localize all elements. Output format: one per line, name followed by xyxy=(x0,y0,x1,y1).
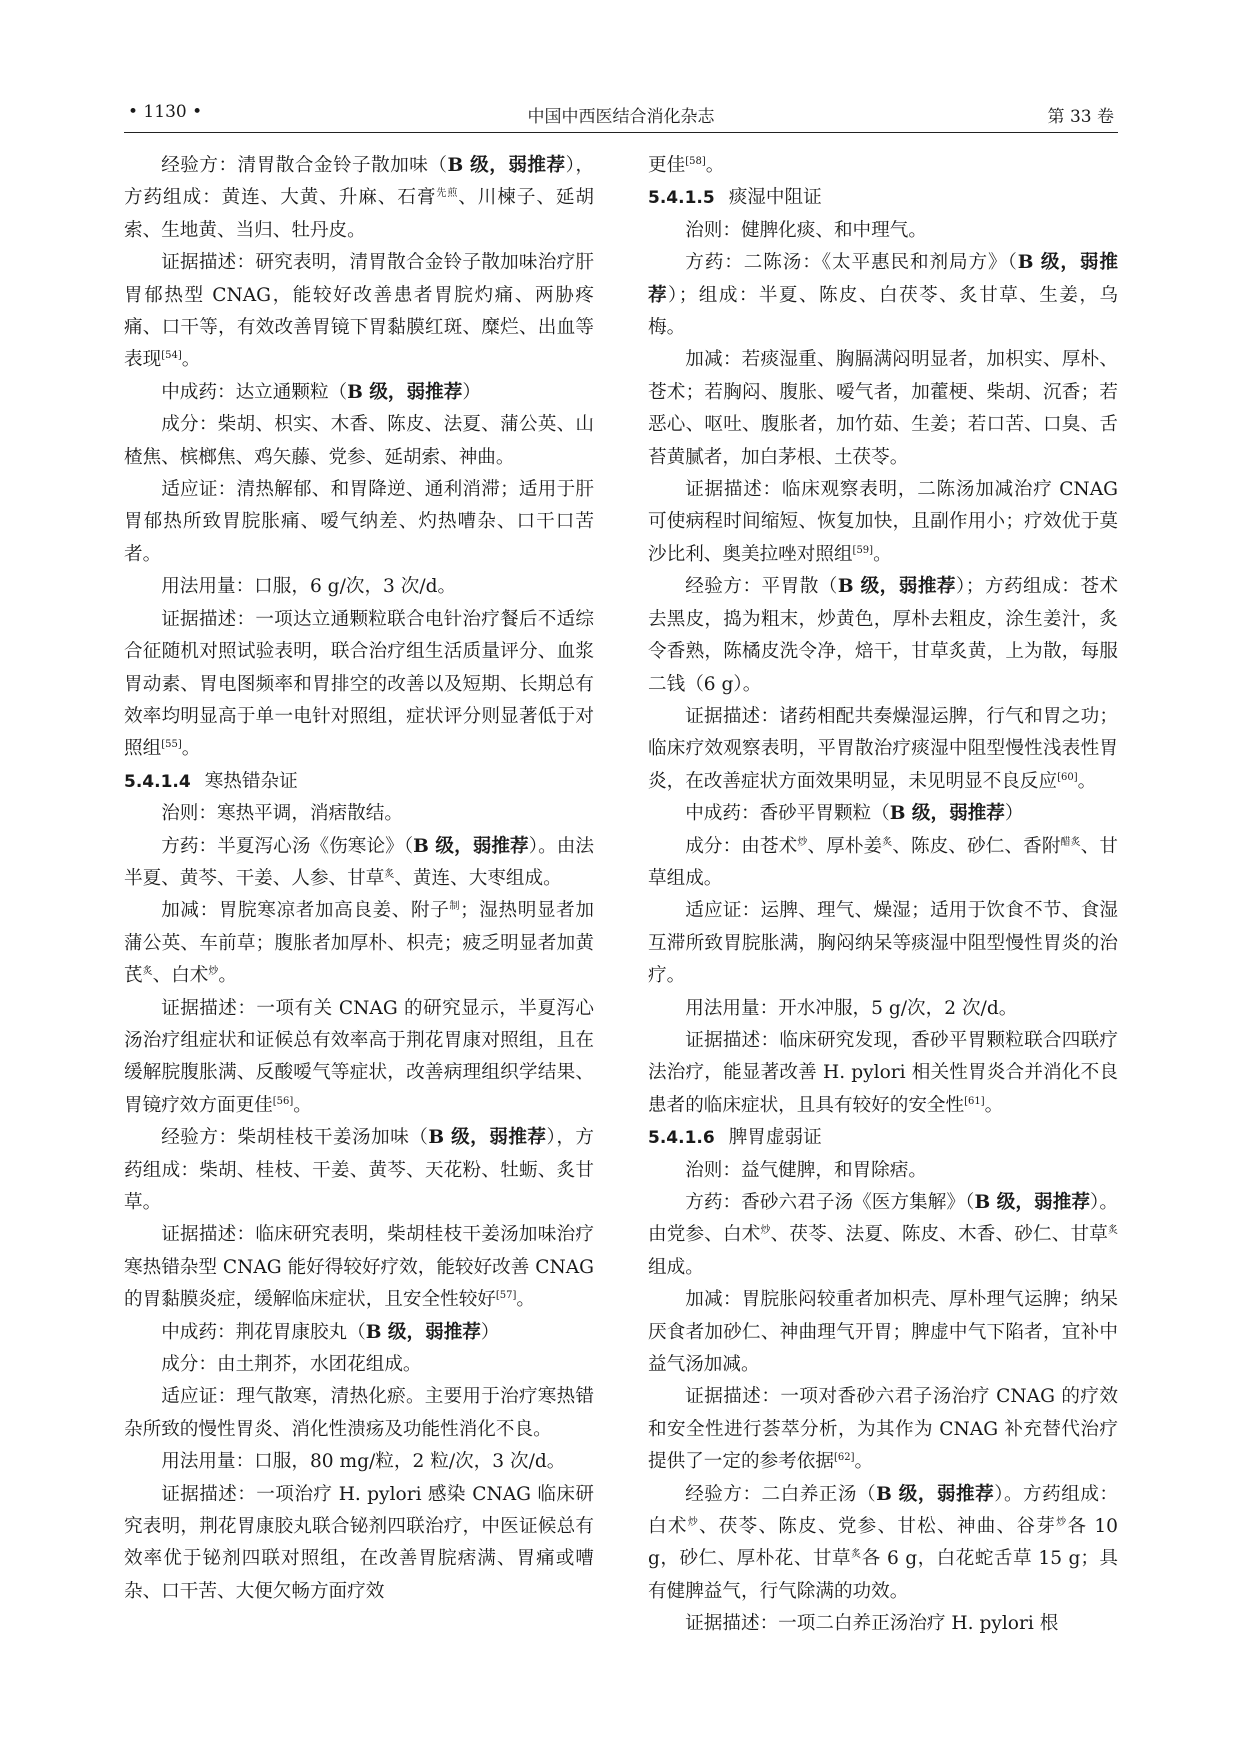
paragraph: 经验方：清胃散合金铃子散加味（B 级，弱推荐），方药组成：黄连、大黄、升麻、石膏$^{先煎}$、川楝子、延胡索、生地黄、当归、牡丹皮。 xyxy=(124,155,594,241)
paragraph: 证据描述：临床研究表明，柴胡桂枝干姜汤加味治疗寒热错杂型 CNAG 能好得较好疗效，能较好改善 CNAG 的胃黏膜炎症，缓解临床症状，且安全性较好[57]。 xyxy=(124,1224,594,1311)
recommendation-grade: B 级，弱推荐 xyxy=(876,1483,995,1505)
journal-title: 中国中西医结合消化杂志 xyxy=(527,107,715,127)
paragraph: 用法用量：口服，6 g/次，3 次/d。 xyxy=(161,576,457,598)
paragraph: 经验方：柴胡桂枝干姜汤加味（B 级，弱推荐），方药组成：柴胡、桂枝、干姜、黄芩、天花粉、牡蛎、炙甘草。 xyxy=(124,1127,594,1213)
citation: [59] xyxy=(852,544,874,556)
paragraph: 治则：寒热平调，消痞散结。 xyxy=(161,803,403,825)
paragraph: 成分：由苍术$^炒$、厚朴姜$^炙$、陈皮、砂仁、香附$^{醋炙}$、甘草组成。 xyxy=(648,835,1119,889)
recommendation-grade: B 级，弱推荐 xyxy=(413,835,529,857)
recommendation-grade: B 级，弱推荐 xyxy=(648,252,1118,306)
paragraph: 证据描述：一项对香砂六君子汤治疗 CNAG 的疗效和安全性进行荟萃分析，为其作为 CNAG 补充替代治疗提供了一定的参考依据[62]。 xyxy=(648,1386,1118,1473)
paragraph: 证据描述：一项治疗 H. pylori 感染 CNAG 临床研究表明，荆花胃康胶丸联合铋剂四联治疗，中医证候总有效率优于铋剂四联对照组，在改善胃脘痞满、胃痛或嘈杂、口干苦、大便欠畅方面疗效 xyxy=(124,1483,594,1602)
paragraph: 成分：由土荆芥，水团花组成。 xyxy=(161,1354,422,1376)
section-title: 寒热错杂证 xyxy=(204,770,298,792)
recommendation-grade: B 级，弱推荐 xyxy=(447,155,566,176)
paragraph: 证据描述：一项有关 CNAG 的研究显示，半夏泻心汤治疗组症状和证候总有效率高于荆花胃康对照组，且在缓解脘腹胀满、反酸嗳气等症状，改善病理组织学结果、胃镜疗效方面更佳[56]。 xyxy=(124,997,594,1116)
paragraph: 中成药：香砂平胃颗粒（B 级，弱推荐） xyxy=(685,803,1024,825)
recommendation-grade: B 级，弱推荐 xyxy=(974,1192,1091,1213)
paragraph: 治则：健脾化痰、和中理气。 xyxy=(685,219,927,241)
recommendation-grade: B 级，弱推荐 xyxy=(889,803,1005,825)
citation: [55] xyxy=(161,739,182,751)
citation: [57] xyxy=(495,1290,517,1302)
section-title: 脾胃虚弱证 xyxy=(728,1127,822,1149)
paragraph: 证据描述：临床观察表明，二陈汤加减治疗 CNAG 可使病程时间缩短、恢复加快，且副作用小；疗效优于莫沙比利、奥美拉唑对照组[59]。 xyxy=(648,479,1118,565)
paragraph: 证据描述：一项二白养正汤治疗 H. pylori 根 xyxy=(685,1613,1059,1635)
paragraph: 中成药：荆花胃康胶丸（B 级，弱推荐） xyxy=(161,1321,500,1343)
paragraph: 方药：二陈汤：《太平惠民和剂局方》（B 级，弱推荐）；组成：半夏、陈皮、白茯苓、炙甘草、生姜，乌梅。 xyxy=(648,252,1118,339)
volume-number: 第 33 卷 xyxy=(1047,107,1114,127)
recommendation-grade: B 级，弱推荐 xyxy=(347,381,463,403)
paragraph: 加减：胃脘胀闷较重者加枳壳、厚朴理气运脾；纳呆厌食者加砂仁、神曲理气开胃；脾虚中气下陷者，宜补中益气汤加减。 xyxy=(648,1289,1118,1376)
paragraph: 治则：益气健脾，和胃除痞。 xyxy=(685,1159,927,1181)
paragraph: 方药：香砂六君子汤《医方集解》（B 级，弱推荐）。由党参、白术$^炒$、茯苓、法夏、陈皮、木香、砂仁、甘草$^炙$组成。 xyxy=(648,1192,1118,1278)
paragraph: 成分：柴胡、枳实、木香、陈皮、法夏、蒲公英、山楂焦、槟榔焦、鸡矢藤、党参、延胡索、神曲。 xyxy=(124,414,594,468)
paragraph: 加减：胃脘寒凉者加高良姜、附子$^制$；湿热明显者加蒲公英、车前草；腹胀者加厚朴、枳壳；疲乏明显者加黄芪$^炙$、白术$^炒$。 xyxy=(124,900,594,987)
paragraph: 用法用量：开水冲服，5 g/次，2 次/d。 xyxy=(685,997,1018,1019)
section-number: 5.4.1.4 xyxy=(124,771,191,792)
left-column xyxy=(124,150,594,1608)
citation: [54] xyxy=(161,350,182,362)
paragraph: 适应证：理气散寒，清热化瘀。主要用于治疗寒热错杂所致的慢性胃炎、消化性溃疡及功能性消化不良。 xyxy=(124,1386,594,1440)
paragraph: 方药：半夏泻心汤《伤寒论》（B 级，弱推荐）。由法半夏、黄芩、干姜、人参、甘草$^炙$、黄连、大枣组成。 xyxy=(124,835,594,889)
paragraph-continuation: 更佳[58]。 xyxy=(648,155,725,176)
section-number: 5.4.1.5 xyxy=(648,188,715,209)
section-title: 痰湿中阻证 xyxy=(728,187,822,209)
citation: [58] xyxy=(685,155,706,167)
citation: [61] xyxy=(964,1095,985,1107)
paragraph: 证据描述：研究表明，清胃散合金铃子散加味治疗肝胃郁热型 CNAG，能较好改善患者胃脘灼痛、两胁疼痛、口干等，有效改善胃镜下胃黏膜红斑、糜烂、出血等表现[54]。 xyxy=(124,252,594,371)
paragraph: 证据描述：临床研究发现，香砂平胃颗粒联合四联疗法治疗，能显著改善 H. pylori 相关性胃炎合并消化不良患者的临床症状，且具有较好的安全性[61]。 xyxy=(648,1029,1118,1116)
section-number: 5.4.1.6 xyxy=(648,1128,715,1149)
section-heading xyxy=(124,766,594,798)
recommendation-grade: B 级，弱推荐 xyxy=(365,1321,481,1343)
paragraph: 加减：若痰湿重、胸膈满闷明显者，加枳实、厚朴、苍术；若胸闷、腹胀、嗳气者，加藿梗、柴胡、沉香；若恶心、呕吐、腹胀者，加竹茹、生姜；若口苦、口臭、舌苔黄腻者，加白茅根、土茯苓。 xyxy=(648,349,1118,468)
citation: [56] xyxy=(272,1095,294,1107)
running-header xyxy=(124,98,1118,133)
recommendation-grade: B 级，弱推荐 xyxy=(428,1127,547,1149)
paragraph: 适应证：运脾、理气、燥湿；适用于饮食不节、食湿互滞所致胃脘胀满，胸闷纳呆等痰湿中阻型慢性胃炎的治疗。 xyxy=(648,900,1118,987)
section-heading xyxy=(648,182,1118,214)
citation: [60] xyxy=(1057,771,1078,783)
paragraph: 中成药：达立通颗粒（B 级，弱推荐） xyxy=(161,381,481,403)
page-number: • 1130 • xyxy=(128,102,203,122)
citation: [62] xyxy=(833,1452,855,1464)
paragraph: 经验方：二白养正汤（B 级，弱推荐）。方药组成：白术$^炒$、茯苓、陈皮、党参、甘松、神曲、谷芽$^炒$各 10 g，砂仁、厚朴花、甘草$^炙$各 6 g，白花蛇舌草 15 g；具有健脾益气，行气除满的功效。 xyxy=(648,1483,1119,1602)
section-heading xyxy=(648,1122,1118,1154)
paragraph: 证据描述：诸药相配共奏燥湿运脾，行气和胃之功；临床疗效观察表明，平胃散治疗痰湿中阻型慢性浅表性胃炎，在改善症状方面效果明显，未见明显不良反应[60]。 xyxy=(648,705,1118,792)
paragraph: 用法用量：口服，80 mg/粒，2 粒/次，3 次/d。 xyxy=(161,1451,566,1473)
paragraph: 经验方：平胃散（B 级，弱推荐）；方药组成：苍术去黑皮，捣为粗末，炒黄色，厚朴去粗皮，涂生姜汁，炙令香熟，陈橘皮洗令净，焙干，甘草炙黄，上为散，每服二钱（6 g）。 xyxy=(648,576,1118,695)
paragraph: 适应证：清热解郁、和胃降逆、通利消滞；适用于肝胃郁热所致胃脘胀痛、嗳气纳差、灼热嘈杂、口干口苦者。 xyxy=(124,479,594,565)
paragraph: 证据描述：一项达立通颗粒联合电针治疗餐后不适综合征随机对照试验表明，联合治疗组生活质量评分、血浆胃动素、胃电图频率和胃排空的改善以及短期、长期总有效率均明显高于单一电针对照组，症状评分则显著低于对照组[55]。 xyxy=(124,608,594,760)
right-column xyxy=(648,150,1118,1641)
recommendation-grade: B 级，弱推荐 xyxy=(837,576,957,598)
